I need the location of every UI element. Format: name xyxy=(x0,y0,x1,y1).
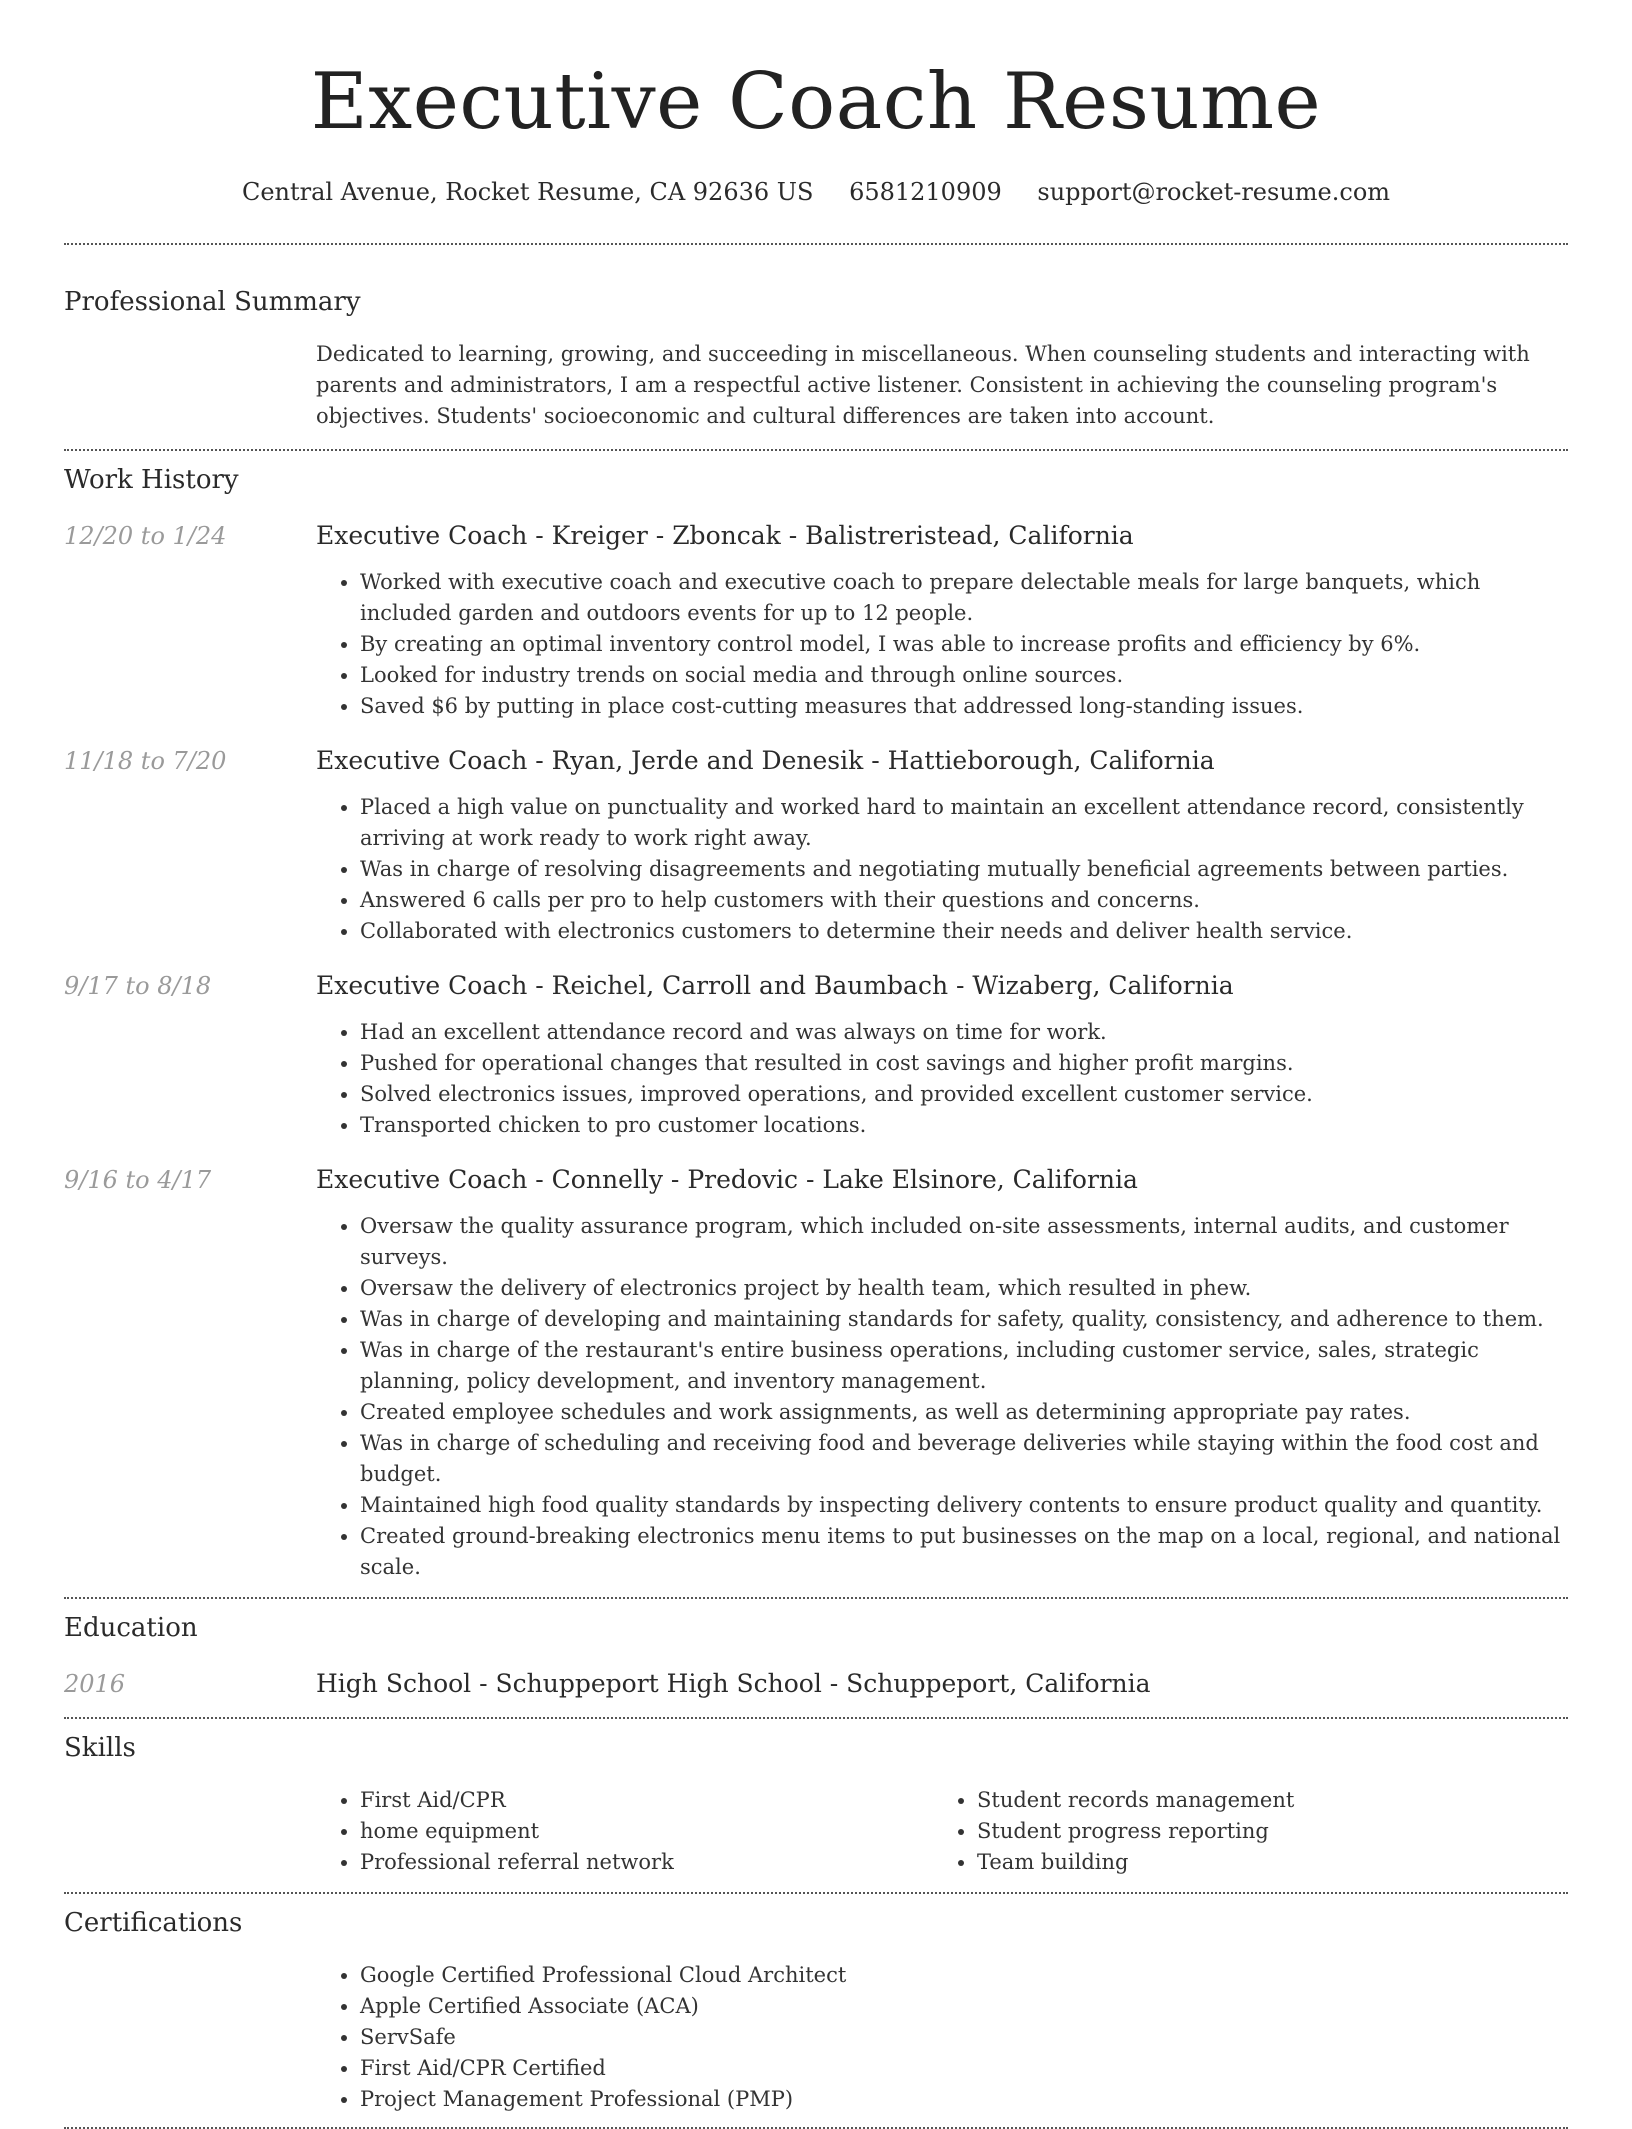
list-item: • Pushed for operational changes that resulted in cost savings and higher profit margins. xyxy=(360,1048,1568,1079)
job-body xyxy=(316,519,1568,722)
education-entry xyxy=(64,1667,1568,1701)
section-title-education: Education xyxy=(64,1613,198,1643)
list-item: • Was in charge of developing and maintaining standards for safety, quality, consistency, and adherence to them. xyxy=(360,1304,1568,1335)
list-item: • Solved electronics issues, improved operations, and provided excellent customer service. xyxy=(360,1079,1568,1110)
list-item: • First Aid/CPR Certified xyxy=(360,2053,1568,2084)
job-body xyxy=(316,969,1568,1141)
list-item: • Project Management Professional (PMP) xyxy=(360,2084,1568,2115)
list-item: • Student records management xyxy=(977,1785,1550,1816)
job-dates: 9/17 to 8/18 xyxy=(64,972,212,1000)
list-item: • Was in charge of resolving disagreements and negotiating mutually beneficial agreements between parties. xyxy=(360,854,1568,885)
list-item: • By creating an optimal inventory control model, I was able to increase profits and efficiency by 6%. xyxy=(360,629,1568,660)
job-bullets xyxy=(316,1017,1568,1141)
list-item: • Collaborated with electronics customers to determine their needs and deliver health service. xyxy=(360,916,1568,947)
job-body xyxy=(316,1163,1568,1583)
contact-email: support@rocket-resume.com xyxy=(1037,178,1391,206)
list-item: • Created ground-breaking electronics menu items to put businesses on the map on a local, regional, and national scale. xyxy=(360,1521,1568,1583)
divider xyxy=(64,1597,1568,1599)
list-item: • First Aid/CPR xyxy=(360,1785,933,1816)
education-year: 2016 xyxy=(64,1670,126,1698)
list-item: • Worked with executive coach and executive coach to prepare delectable meals for large banquets, which included garden and outdoors events for up to 12 people. xyxy=(360,567,1568,629)
list-item: • Professional referral network xyxy=(360,1847,933,1878)
list-item: • Transported chicken to pro customer locations. xyxy=(360,1110,1568,1141)
job-bullets xyxy=(316,1211,1568,1583)
skills-list xyxy=(933,1785,1550,1878)
certifications-bullets xyxy=(316,1960,1568,2115)
list-item: • Oversaw the delivery of electronics project by health team, which resulted in phew. xyxy=(360,1273,1568,1304)
section-title-summary: Professional Summary xyxy=(64,287,361,317)
list-item: • Placed a high value on punctuality and worked hard to maintain an excellent attendance record, consistently arriving at work ready to work right away. xyxy=(360,792,1568,854)
job-body xyxy=(316,744,1568,947)
list-item: • Team building xyxy=(977,1847,1550,1878)
section-title-work-history: Work History xyxy=(64,465,239,495)
job-heading: Executive Coach - Connelly - Predovic - Lake Elsinore, California xyxy=(316,1165,1138,1194)
contact-line xyxy=(64,176,1568,208)
job-bullets xyxy=(316,567,1568,722)
list-item: • Google Certified Professional Cloud Architect xyxy=(360,1960,1568,1991)
list-item: • Was in charge of scheduling and receiving food and beverage deliveries while staying within the food cost and budget. xyxy=(360,1428,1568,1490)
resume-title: Executive Coach Resume xyxy=(310,57,1322,147)
list-item: • ServSafe xyxy=(360,2022,1568,2053)
job-entry xyxy=(64,1163,1568,1583)
job-dates: 11/18 to 7/20 xyxy=(64,747,227,775)
list-item: • Was in charge of the restaurant's entire business operations, including customer service, sales, strategic planning, policy development, and inventory management. xyxy=(360,1335,1568,1397)
job-entry xyxy=(64,969,1568,1141)
job-heading: Executive Coach - Ryan, Jerde and Denesik - Hattieborough, California xyxy=(316,746,1215,775)
job-dates: 12/20 to 1/24 xyxy=(64,522,227,550)
contact-address: Central Avenue, Rocket Resume, CA 92636 US xyxy=(241,178,814,206)
list-item: • Looked for industry trends on social media and through online sources. xyxy=(360,660,1568,691)
job-heading: Executive Coach - Kreiger - Zboncak - Balistreristead, California xyxy=(316,521,1134,550)
section-title-skills: Skills xyxy=(64,1733,136,1763)
list-item: • Oversaw the quality assurance program, which included on-site assessments, internal audits, and customer surveys. xyxy=(360,1211,1568,1273)
list-item: • Student progress reporting xyxy=(977,1816,1550,1847)
contact-phone: 6581210909 xyxy=(849,178,1002,206)
section-title-certifications: Certifications xyxy=(64,1908,243,1938)
skills-grid xyxy=(316,1785,1568,1878)
list-item: • home equipment xyxy=(360,1816,933,1847)
divider xyxy=(64,1717,1568,1719)
education-heading: High School - Schuppeport High School - Schuppeport, California xyxy=(316,1669,1151,1698)
certifications-list xyxy=(316,1960,1568,2115)
job-entry xyxy=(64,744,1568,947)
list-item: • Apple Certified Associate (ACA) xyxy=(360,1991,1568,2022)
job-dates: 9/16 to 4/17 xyxy=(64,1166,212,1194)
list-item: • Created employee schedules and work assignments, as well as determining appropriate pay rates. xyxy=(360,1397,1568,1428)
job-entry xyxy=(64,519,1568,722)
summary-text: Dedicated to learning, growing, and succeeding in miscellaneous. When counseling students and interacting with parents and administrators, I am a respectful active listener. Consistent in achieving the counseling program's objectives. Students' socioeconomic and cultural differences are taken into account. xyxy=(316,342,1530,428)
job-heading: Executive Coach - Reichel, Carroll and Baumbach - Wizaberg, California xyxy=(316,971,1234,1000)
list-item: • Answered 6 calls per pro to help customers with their questions and concerns. xyxy=(360,885,1568,916)
list-item: • Had an excellent attendance record and was always on time for work. xyxy=(360,1017,1568,1048)
skills-column-left xyxy=(316,1785,933,1878)
list-item: • Saved $6 by putting in place cost-cutting measures that addressed long-standing issues. xyxy=(360,691,1568,722)
list-item: • Maintained high food quality standards by inspecting delivery contents to ensure product quality and quantity. xyxy=(360,1490,1568,1521)
divider xyxy=(64,1892,1568,1894)
job-bullets xyxy=(316,792,1568,947)
divider xyxy=(64,449,1568,451)
skills-column-right xyxy=(933,1785,1550,1878)
skills-list xyxy=(316,1785,933,1878)
divider xyxy=(64,243,1568,245)
